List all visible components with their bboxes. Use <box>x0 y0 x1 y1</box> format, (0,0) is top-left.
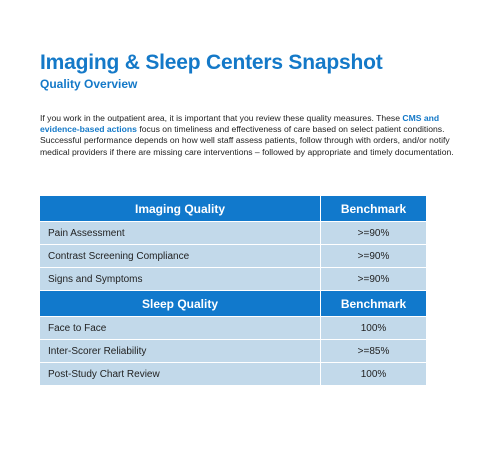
benchmark-value: >=85% <box>321 340 427 363</box>
imaging-benchmark-heading: Benchmark <box>321 196 427 222</box>
intro-emphasis: CMS and evidence-based actions <box>40 113 440 135</box>
imaging-quality-header <box>40 196 427 222</box>
measure-name: Post-Study Chart Review <box>40 363 321 386</box>
benchmark-value: 100% <box>321 363 427 386</box>
page-title: Imaging & Sleep Centers Snapshot <box>40 51 383 74</box>
quality-table <box>39 195 427 386</box>
sleep-quality-heading: Sleep Quality <box>40 291 321 317</box>
table-row <box>40 222 427 245</box>
measure-name: Face to Face <box>40 317 321 340</box>
benchmark-value: >=90% <box>321 222 427 245</box>
intro-paragraph <box>40 113 460 158</box>
benchmark-value: >=90% <box>321 268 427 291</box>
sleep-benchmark-heading: Benchmark <box>321 291 427 317</box>
measure-name: Contrast Screening Compliance <box>40 245 321 268</box>
intro-text-end: focus on timeliness and effectiveness of care based on select patient conditions. Successful performance depends on how well staff assess patients, follow through with orders, and/or notify medical providers if there are missing care interventions – followed by appropriate and timely documentation. <box>40 124 454 157</box>
benchmark-value: 100% <box>321 317 427 340</box>
imaging-quality-heading: Imaging Quality <box>40 196 321 222</box>
measure-name: Signs and Symptoms <box>40 268 321 291</box>
table-row <box>40 317 427 340</box>
table-row <box>40 245 427 268</box>
benchmark-value: >=90% <box>321 245 427 268</box>
table-row <box>40 268 427 291</box>
measure-name: Pain Assessment <box>40 222 321 245</box>
sleep-quality-header <box>40 291 427 317</box>
table-row <box>40 340 427 363</box>
intro-text-start: If you work in the outpatient area, it is important that you review these quality measures. These <box>40 113 403 123</box>
page-subtitle: Quality Overview <box>40 77 138 91</box>
measure-name: Inter-Scorer Reliability <box>40 340 321 363</box>
table-row <box>40 363 427 386</box>
